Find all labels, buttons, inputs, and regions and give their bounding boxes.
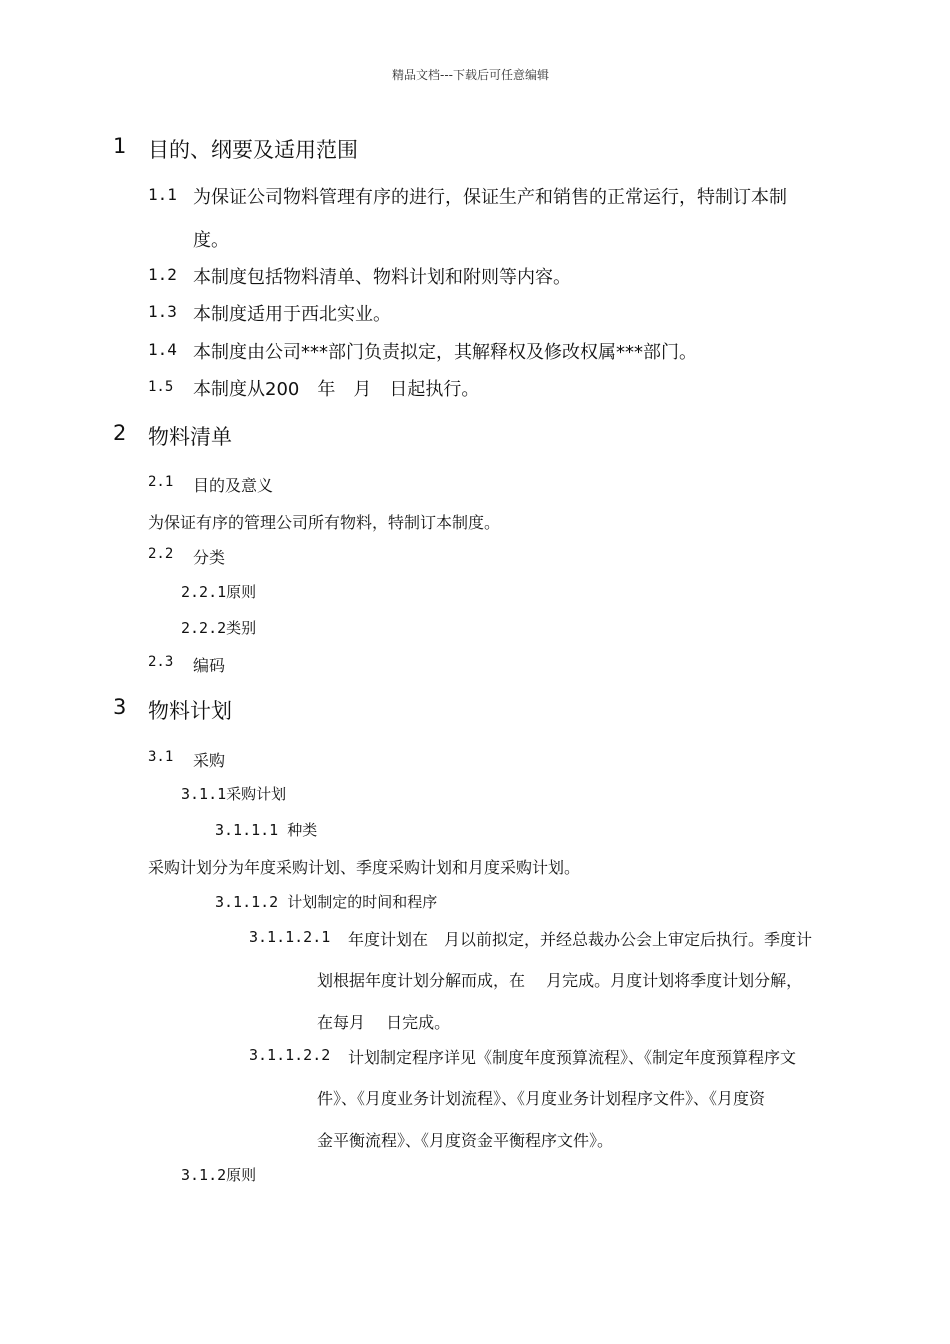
item-3-1-1-2: 3.1.1.2 计划制定的时间和程序 bbox=[215, 893, 438, 911]
item-1-2-number: 1.2 bbox=[148, 265, 177, 284]
section-2-title: 物料清单 bbox=[148, 425, 232, 449]
section-2-number: 2 bbox=[113, 421, 127, 445]
item-3-1-1-1-body: 采购计划分为年度采购计划、季度采购计划和月度采购计划。 bbox=[148, 858, 581, 877]
item-2-2-text: 分类 bbox=[193, 548, 226, 567]
item-3-1-2: 3.1.2原则 bbox=[181, 1166, 257, 1184]
item-2-1-body: 为保证有序的管理公司所有物料，特制订本制度。 bbox=[148, 513, 501, 532]
section-3-number: 3 bbox=[113, 695, 127, 719]
item-2-1-text: 目的及意义 bbox=[193, 476, 274, 495]
item-1-1-text: 为保证公司物料管理有序的进行，保证生产和销售的正常运行，特制订本制 bbox=[193, 187, 787, 208]
item-3-1-1-2-1-number: 3.1.1.2.1 bbox=[249, 928, 331, 946]
item-2-3-text: 编码 bbox=[193, 656, 226, 675]
item-3-1-1-1: 3.1.1.1 种类 bbox=[215, 821, 318, 839]
item-1-4-number: 1.4 bbox=[148, 340, 177, 359]
item-1-5-text: 本制度从200 年 月 日起执行。 bbox=[193, 379, 480, 400]
item-2-1-number: 2.1 bbox=[148, 474, 174, 490]
item-1-2-text: 本制度包括物料清单、物料计划和附则等内容。 bbox=[193, 267, 571, 288]
item-3-1-1-2-2-text-cont2: 金平衡流程》、《月度资金平衡程序文件》。 bbox=[317, 1131, 614, 1150]
item-1-3-text: 本制度适用于西北实业。 bbox=[193, 304, 391, 325]
section-1-number: 1 bbox=[113, 134, 127, 158]
section-3-title: 物料计划 bbox=[148, 699, 232, 723]
item-1-1-text-cont: 度。 bbox=[193, 230, 229, 251]
item-3-1-1-2-2-number: 3.1.1.2.2 bbox=[249, 1046, 331, 1064]
item-2-3-number: 2.3 bbox=[148, 654, 174, 670]
item-3-1-1-2-2-text-cont1: 件》、《月度业务计划流程》、《月度业务计划程序文件》、《月度资 bbox=[317, 1089, 766, 1108]
item-1-1-number: 1.1 bbox=[148, 185, 177, 204]
item-1-5-number: 1.5 bbox=[148, 379, 174, 395]
item-3-1-text: 采购 bbox=[193, 751, 226, 770]
item-3-1-1: 3.1.1采购计划 bbox=[181, 785, 287, 803]
item-3-1-1-2-2-text: 计划制定程序详见《制度年度预算流程》、《制定年度预算程序文 bbox=[348, 1048, 797, 1067]
item-3-1-1-2-1-text-cont1: 划根据年度计划分解而成，在 月完成。月度计划将季度计划分解， bbox=[317, 971, 803, 990]
section-1-title: 目的、纲要及适用范围 bbox=[148, 138, 358, 162]
item-1-3-number: 1.3 bbox=[148, 302, 177, 321]
item-3-1-1-2-1-text-cont2: 在每月 日完成。 bbox=[317, 1013, 451, 1032]
item-3-1-number: 3.1 bbox=[148, 749, 174, 765]
item-2-2-1: 2.2.1原则 bbox=[181, 583, 257, 601]
item-2-2-2: 2.2.2类别 bbox=[181, 619, 257, 637]
page-header: 精品文档---下载后可任意编辑 bbox=[392, 68, 549, 82]
item-2-2-number: 2.2 bbox=[148, 546, 174, 562]
item-3-1-1-2-1-text: 年度计划在 月以前拟定，并经总裁办公会上审定后执行。季度计 bbox=[348, 930, 813, 949]
item-1-4-text: 本制度由公司***部门负责拟定，其解释权及修改权属***部门。 bbox=[193, 342, 697, 363]
